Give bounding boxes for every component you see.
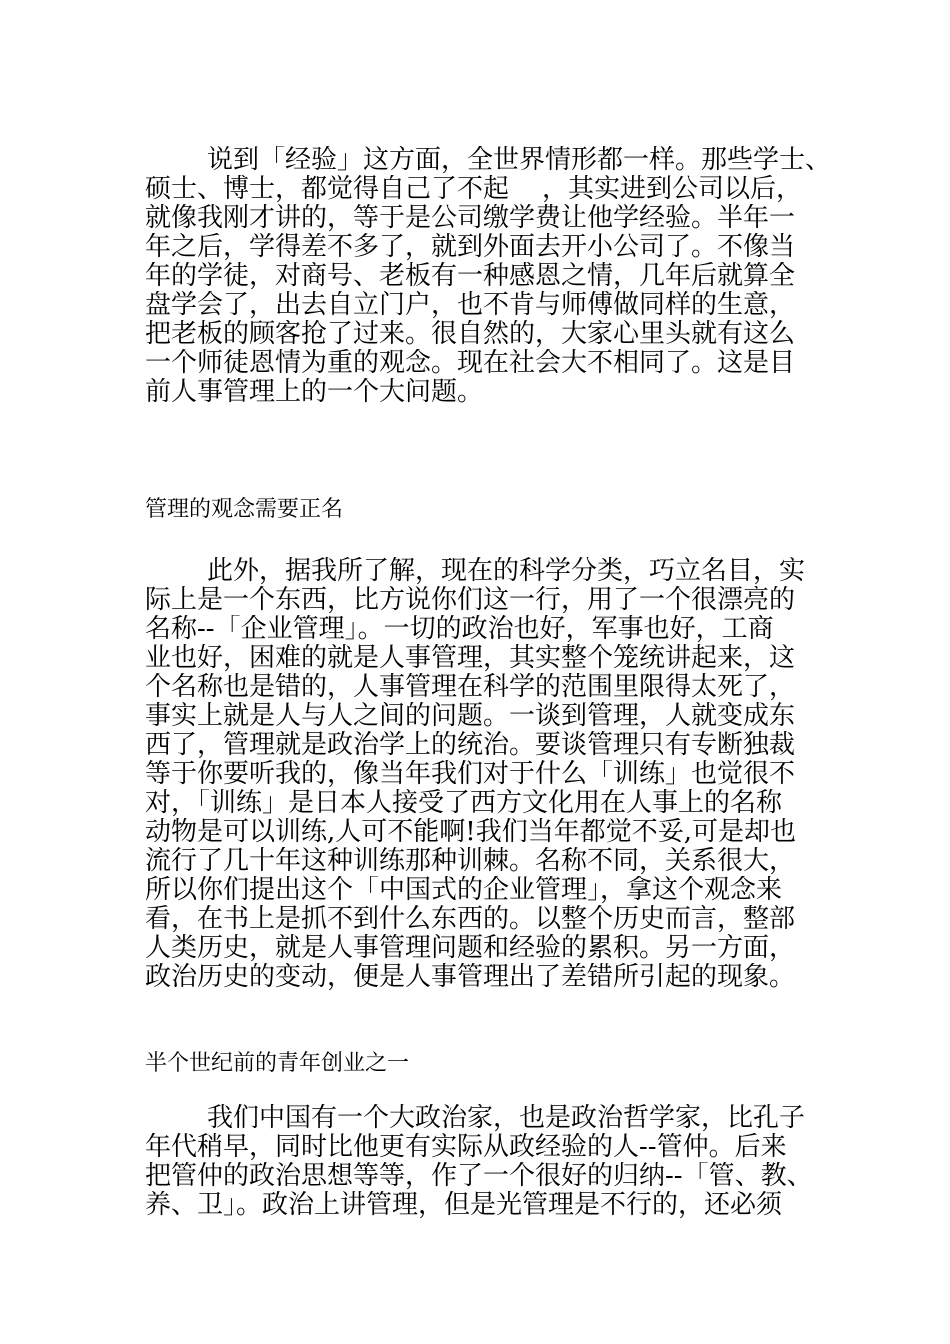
- paragraph-line: 我们中国有一个大政治家，也是政治哲学家，比孔子: [207, 1104, 806, 1133]
- paragraph-guan-zhong: [145, 1104, 835, 1220]
- section-heading-management-concept: 管理的观念需要正名: [145, 497, 344, 522]
- paragraph-line: 名称--「企业管理」。一切的政治也好，军事也好，工商: [145, 615, 774, 644]
- paragraph-line: 业也好，困难的就是人事管理，其实整个笼统讲起来，这: [145, 644, 796, 673]
- paragraph-line: 把管仲的政治思想等等，作了一个很好的归纳--「管、教、: [145, 1162, 813, 1191]
- paragraph-experience: [145, 146, 835, 407]
- paragraph-line: 等于你要听我的，像当年我们对于什么「训练」也觉很不: [145, 760, 796, 789]
- paragraph-management-naming: [145, 557, 835, 992]
- paragraph-line: 人类历史，就是人事管理问题和经验的累积。另一方面，: [145, 934, 796, 963]
- section-heading-youth-entrepreneurship: 半个世纪前的青年创业之一: [145, 1051, 410, 1076]
- paragraph-line: 对，「训练」是日本人接受了西方文化用在人事上的名称: [145, 789, 783, 818]
- document-page: [145, 0, 835, 1344]
- paragraph-line: 盘学会了，出去自立门户，也不肯与师傅做同样的生意，: [145, 291, 796, 320]
- paragraph-line: 所以你们提出这个「中国式的企业管理」，拿这个观念来: [145, 876, 783, 905]
- paragraph-line: 动物是可以训练,人可不能啊!我们当年都觉不妥,可是却也: [145, 818, 796, 847]
- paragraph-line: 西了，管理就是政治学上的统治。要谈管理只有专断独裁: [145, 731, 796, 760]
- paragraph-line: 养、卫」。政治上讲管理，但是光管理是不行的，还必须: [145, 1191, 783, 1220]
- paragraph-line: 政治历史的变动，便是人事管理出了差错所引起的现象。: [145, 963, 796, 992]
- paragraph-line: 年之后，学得差不多了，就到外面去开小公司了。不像当: [145, 233, 796, 262]
- paragraph-line: 一个师徒恩情为重的观念。现在社会大不相同了。这是目: [145, 349, 796, 378]
- paragraph-line: 年的学徒，对商号、老板有一种感恩之情，几年后就算全: [145, 262, 796, 291]
- paragraph-line: 年代稍早，同时比他更有实际从政经验的人--管仲。后来: [145, 1133, 787, 1162]
- paragraph-line: 流行了几十年这种训练那种训棘。名称不同，关系很大，: [145, 847, 796, 876]
- paragraph-line: 说到「经验」这方面，全世界情形都一样。那些学士、: [207, 146, 832, 175]
- paragraph-line: 就像我刚才讲的，等于是公司缴学费让他学经验。半年一: [145, 204, 796, 233]
- paragraph-line: 看，在书上是抓不到什么东西的。以整个历史而言，整部: [145, 905, 796, 934]
- paragraph-line: 事实上就是人与人之间的问题。一谈到管理，人就变成东: [145, 702, 796, 731]
- paragraph-line: 硕士、博士，都觉得自己了不起 ，其实进到公司以后，: [145, 175, 803, 204]
- paragraph-line: 前人事管理上的一个大问题。: [145, 378, 484, 407]
- paragraph-line: 个名称也是错的，人事管理在科学的范围里限得太死了，: [145, 673, 796, 702]
- paragraph-line: 把老板的顾客抢了过来。很自然的，大家心里头就有这么: [145, 320, 796, 349]
- paragraph-line: 此外，据我所了解，现在的科学分类，巧立名目，实: [207, 557, 806, 586]
- paragraph-line: 际上是一个东西，比方说你们这一行，用了一个很漂亮的: [145, 586, 796, 615]
